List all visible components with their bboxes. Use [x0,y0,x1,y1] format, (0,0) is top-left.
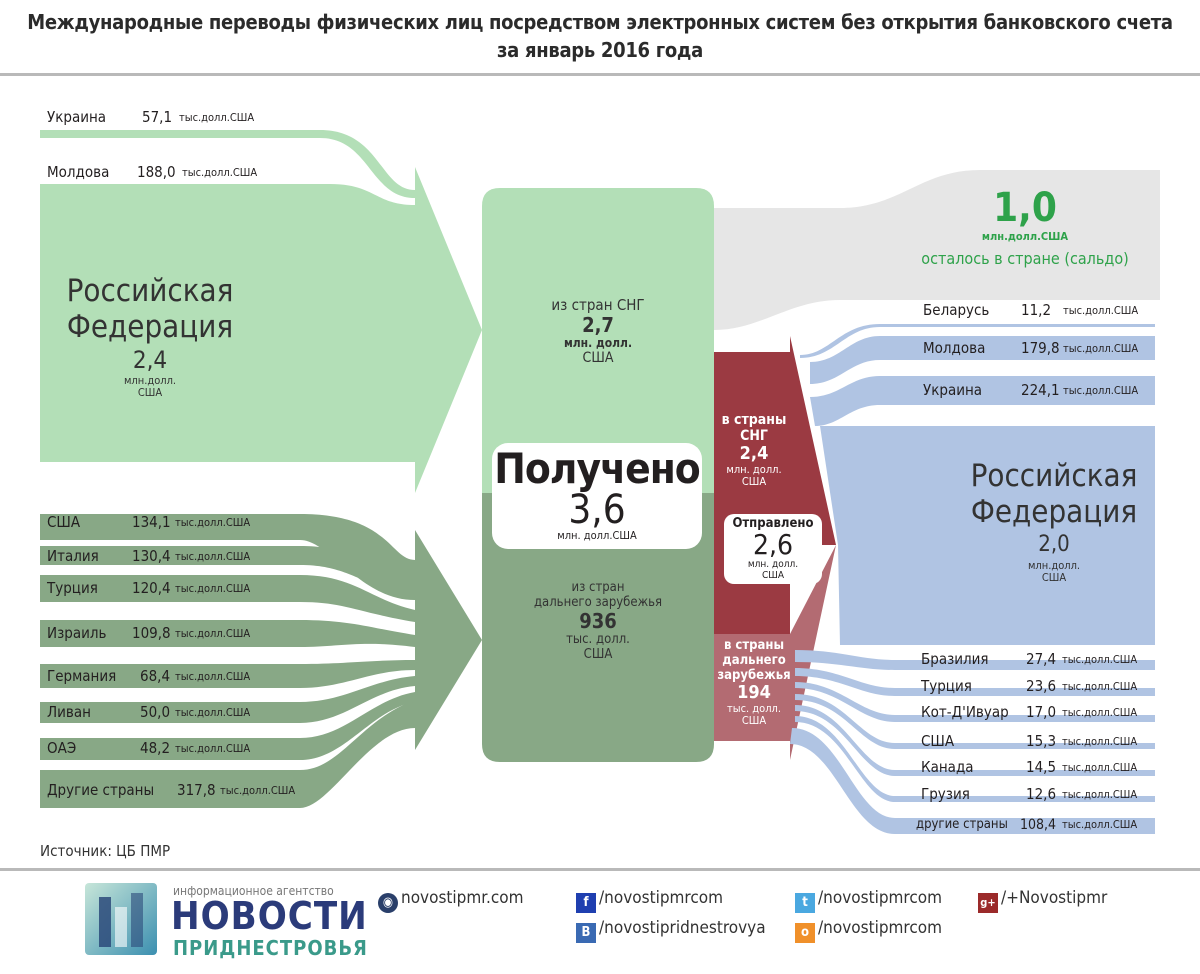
out-label-other: другие страны 108,4 тыс.долл.США [916,817,1138,833]
sent-far-text: в страны дальнего зарубежья 194 тыс. долл. США [717,638,791,727]
googleplus-link[interactable]: g+ /+Novostipmr [978,888,1107,913]
out-label-canada: Канада 14,5 тыс.долл.США [921,758,1138,776]
agency-logo-icon [85,883,157,955]
footer-divider [0,868,1200,871]
in-label-turkey: Турция 120,4 тыс.долл.США [47,579,251,597]
saldo-unit: млн.долл.США [981,230,1069,243]
facebook-link[interactable]: f /novostipmrcom [576,888,723,913]
in-label-moldova: Молдова 188,0 тыс.долл.США [47,163,258,181]
received-total-value: 3,6 [568,487,626,533]
vk-icon: B [576,923,596,943]
received-total-label: Получено [494,444,700,493]
odnoklassniki-icon: o [795,923,815,943]
received-cis-text: из стран СНГ 2,7 млн. долл. США [551,296,645,366]
sent-cis-text: в страны СНГ 2,4 млн. долл. США [721,412,787,488]
title-line-1: Международные переводы физических лиц посредством электронных систем без открытия банковского счета [27,10,1173,34]
out-label-belarus: Беларусь 11,2 тыс.долл.США [923,301,1139,319]
in-label-israel: Израиль 109,8 тыс.долл.США [47,624,251,642]
in-label-germany: Германия 68,4 тыс.долл.США [47,667,251,685]
sent-total-unit2: США [761,570,785,581]
out-label-brazil: Бразилия 27,4 тыс.долл.США [921,650,1138,668]
vk-link[interactable]: B /novostipridnestrovya [576,918,766,943]
in-label-other: Другие страны 317,8 тыс.долл.США [47,781,296,799]
in-label-italy: Италия 130,4 тыс.долл.США [47,547,251,565]
in-label-uae: ОАЭ 48,2 тыс.долл.США [47,739,251,757]
out-label-georgia: Грузия 12,6 тыс.долл.США [921,785,1138,803]
received-total-unit: млн. долл.США [557,529,637,542]
out-label-cotedivoire: Кот-Д'Ивуар 17,0 тыс.долл.США [921,703,1138,721]
saldo-label: осталось в стране (сальдо) [921,249,1129,268]
agency-small-label: информационное агентство [173,884,334,898]
brand-name: НОВОСТИ [171,894,368,938]
out-russia-block: Российская Федерация 2,0 млн.долл. США [970,458,1138,584]
out-label-usa: США 15,3 тыс.долл.США [921,732,1138,750]
saldo-block [900,186,1150,268]
source-note: Источник: ЦБ ПМР [40,842,171,860]
saldo-value: 1,0 [993,185,1057,231]
in-russia-block: Российская Федерация 2,4 млн.долл. США [66,273,234,399]
title-line-2: за январь 2016 года [497,38,703,62]
sent-total-box [724,514,822,584]
odnoklassniki-link[interactable]: o /novostipmrcom [795,918,942,943]
brand-subname: ПРИДНЕСТРОВЬЯ [173,936,368,960]
out-label-moldova: Молдова 179,8 тыс.долл.США [923,339,1139,357]
received-total-box [492,443,702,549]
globe-icon: ◉ [378,893,398,913]
twitter-icon: t [795,893,815,913]
in-label-ukraine: Украина 57,1 тыс.долл.США [47,108,255,126]
out-label-ukraine: Украина 224,1 тыс.долл.США [923,381,1139,399]
received-far-text: из стран дальнего зарубежья 936 тыс. долл. США [533,580,663,662]
out-label-turkey: Турция 23,6 тыс.долл.США [921,677,1138,695]
site-link[interactable]: ◉ novostipmr.com [378,888,524,913]
facebook-icon: f [576,893,596,913]
sent-total-unit1: млн. долл. [747,559,799,570]
in-label-lebanon: Ливан 50,0 тыс.долл.США [47,703,251,721]
sent-total-value: 2,6 [752,528,794,561]
sent-total-label: Отправлено [732,516,814,531]
twitter-link[interactable]: t /novostipmrcom [795,888,942,913]
googleplus-icon: g+ [978,893,998,913]
in-label-usa: США 134,1 тыс.долл.США [47,513,251,531]
